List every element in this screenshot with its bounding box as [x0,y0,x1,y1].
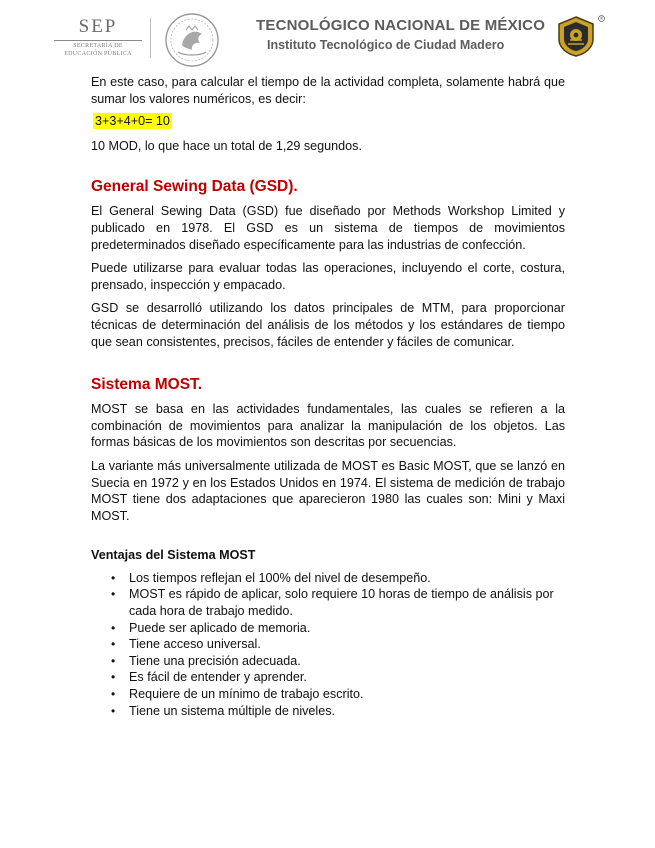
gsd-heading: General Sewing Data (GSD). [91,178,298,196]
list-item: • Tiene un sistema múltiple de niveles. [107,703,565,720]
itcm-emblem-icon [555,15,597,57]
advantages-list [107,570,565,719]
registered-mark-icon [598,15,605,22]
header-divider [150,18,151,58]
mexico-coat-of-arms-icon [164,12,220,68]
sep-subtitle-line2: EDUCACIÓN PÚBLICA [64,51,132,57]
list-item: • Requiere de un mínimo de trabajo escrito. [107,686,565,703]
list-item: • Tiene acceso universal. [107,636,565,653]
document-body [91,74,565,719]
sep-logo [52,16,144,62]
formula-line [91,113,565,130]
intro-paragraph: En este caso, para calcular el tiempo de la actividad completa, solamente habrá que sumar los valores numéricos, es decir: [91,75,565,106]
list-item: • Los tiempos reflejan el 100% del nivel de desempeño. [107,570,565,587]
sep-rule [54,40,142,41]
advantages-heading: Ventajas del Sistema MOST [91,548,256,563]
gsd-paragraph-3: GSD se desarrolló utilizando los datos principales de MTM, para proporcionar técnicas de determinación del análisis de los métodos y los estándares de tiempo que sean consistentes, precisos, fáciles de entender y fáciles de comunicar. [91,301,565,349]
highlighted-formula: 3+3+4+0= 10 [95,114,170,129]
list-item: • MOST es rápido de aplicar, solo requiere 10 horas de tiempo de análisis por cada hora de trabajo medido. [107,586,565,619]
gsd-paragraph-1: El General Sewing Data (GSD) fue diseñado por Methods Workshop Limited y publicado en 1978. El GSD es un sistema de tiempos de movimientos predeterminados diseñado específicamente para las industrias de confección. [91,204,565,252]
institution-subtitle: Instituto Tecnológico de Ciudad Madero [267,38,505,52]
result-paragraph: 10 MOD, lo que hace un total de 1,29 segundos. [91,138,362,153]
gsd-paragraph-2: Puede utilizarse para evaluar todas las operaciones, incluyendo el corte, costura, prensado, inspección y empacado. [91,261,565,292]
list-item: • Tiene una precisión adecuada. [107,653,565,670]
list-item: • Puede ser aplicado de memoria. [107,620,565,637]
institution-title: TECNOLÓGICO NACIONAL DE MÉXICO [256,17,546,34]
most-paragraph-1: MOST se basa en las actividades fundamentales, las cuales se refieren a la combinación de movimientos para analizar la manipulación de los objetos. Las formas básicas de los movimientos son descritas por secuencias. [91,402,565,450]
svg-text:®: ® [599,16,604,22]
page-header [0,0,655,70]
most-heading: Sistema MOST. [91,376,203,394]
list-item: • Es fácil de entender y aprender. [107,669,565,686]
most-paragraph-2: La variante más universalmente utilizada de MOST es Basic MOST, que se lanzó en Suecia en 1972 y en los Estados Unidos en 1974. El sistema de medición de trabajo MOST tiene dos adaptaciones que aparecieron 1980 las cuales son: Mini y Maxi MOST. [91,458,565,523]
sep-word: SEP [78,16,118,37]
sep-subtitle-line1: SECRETARÍA DE [73,43,123,49]
